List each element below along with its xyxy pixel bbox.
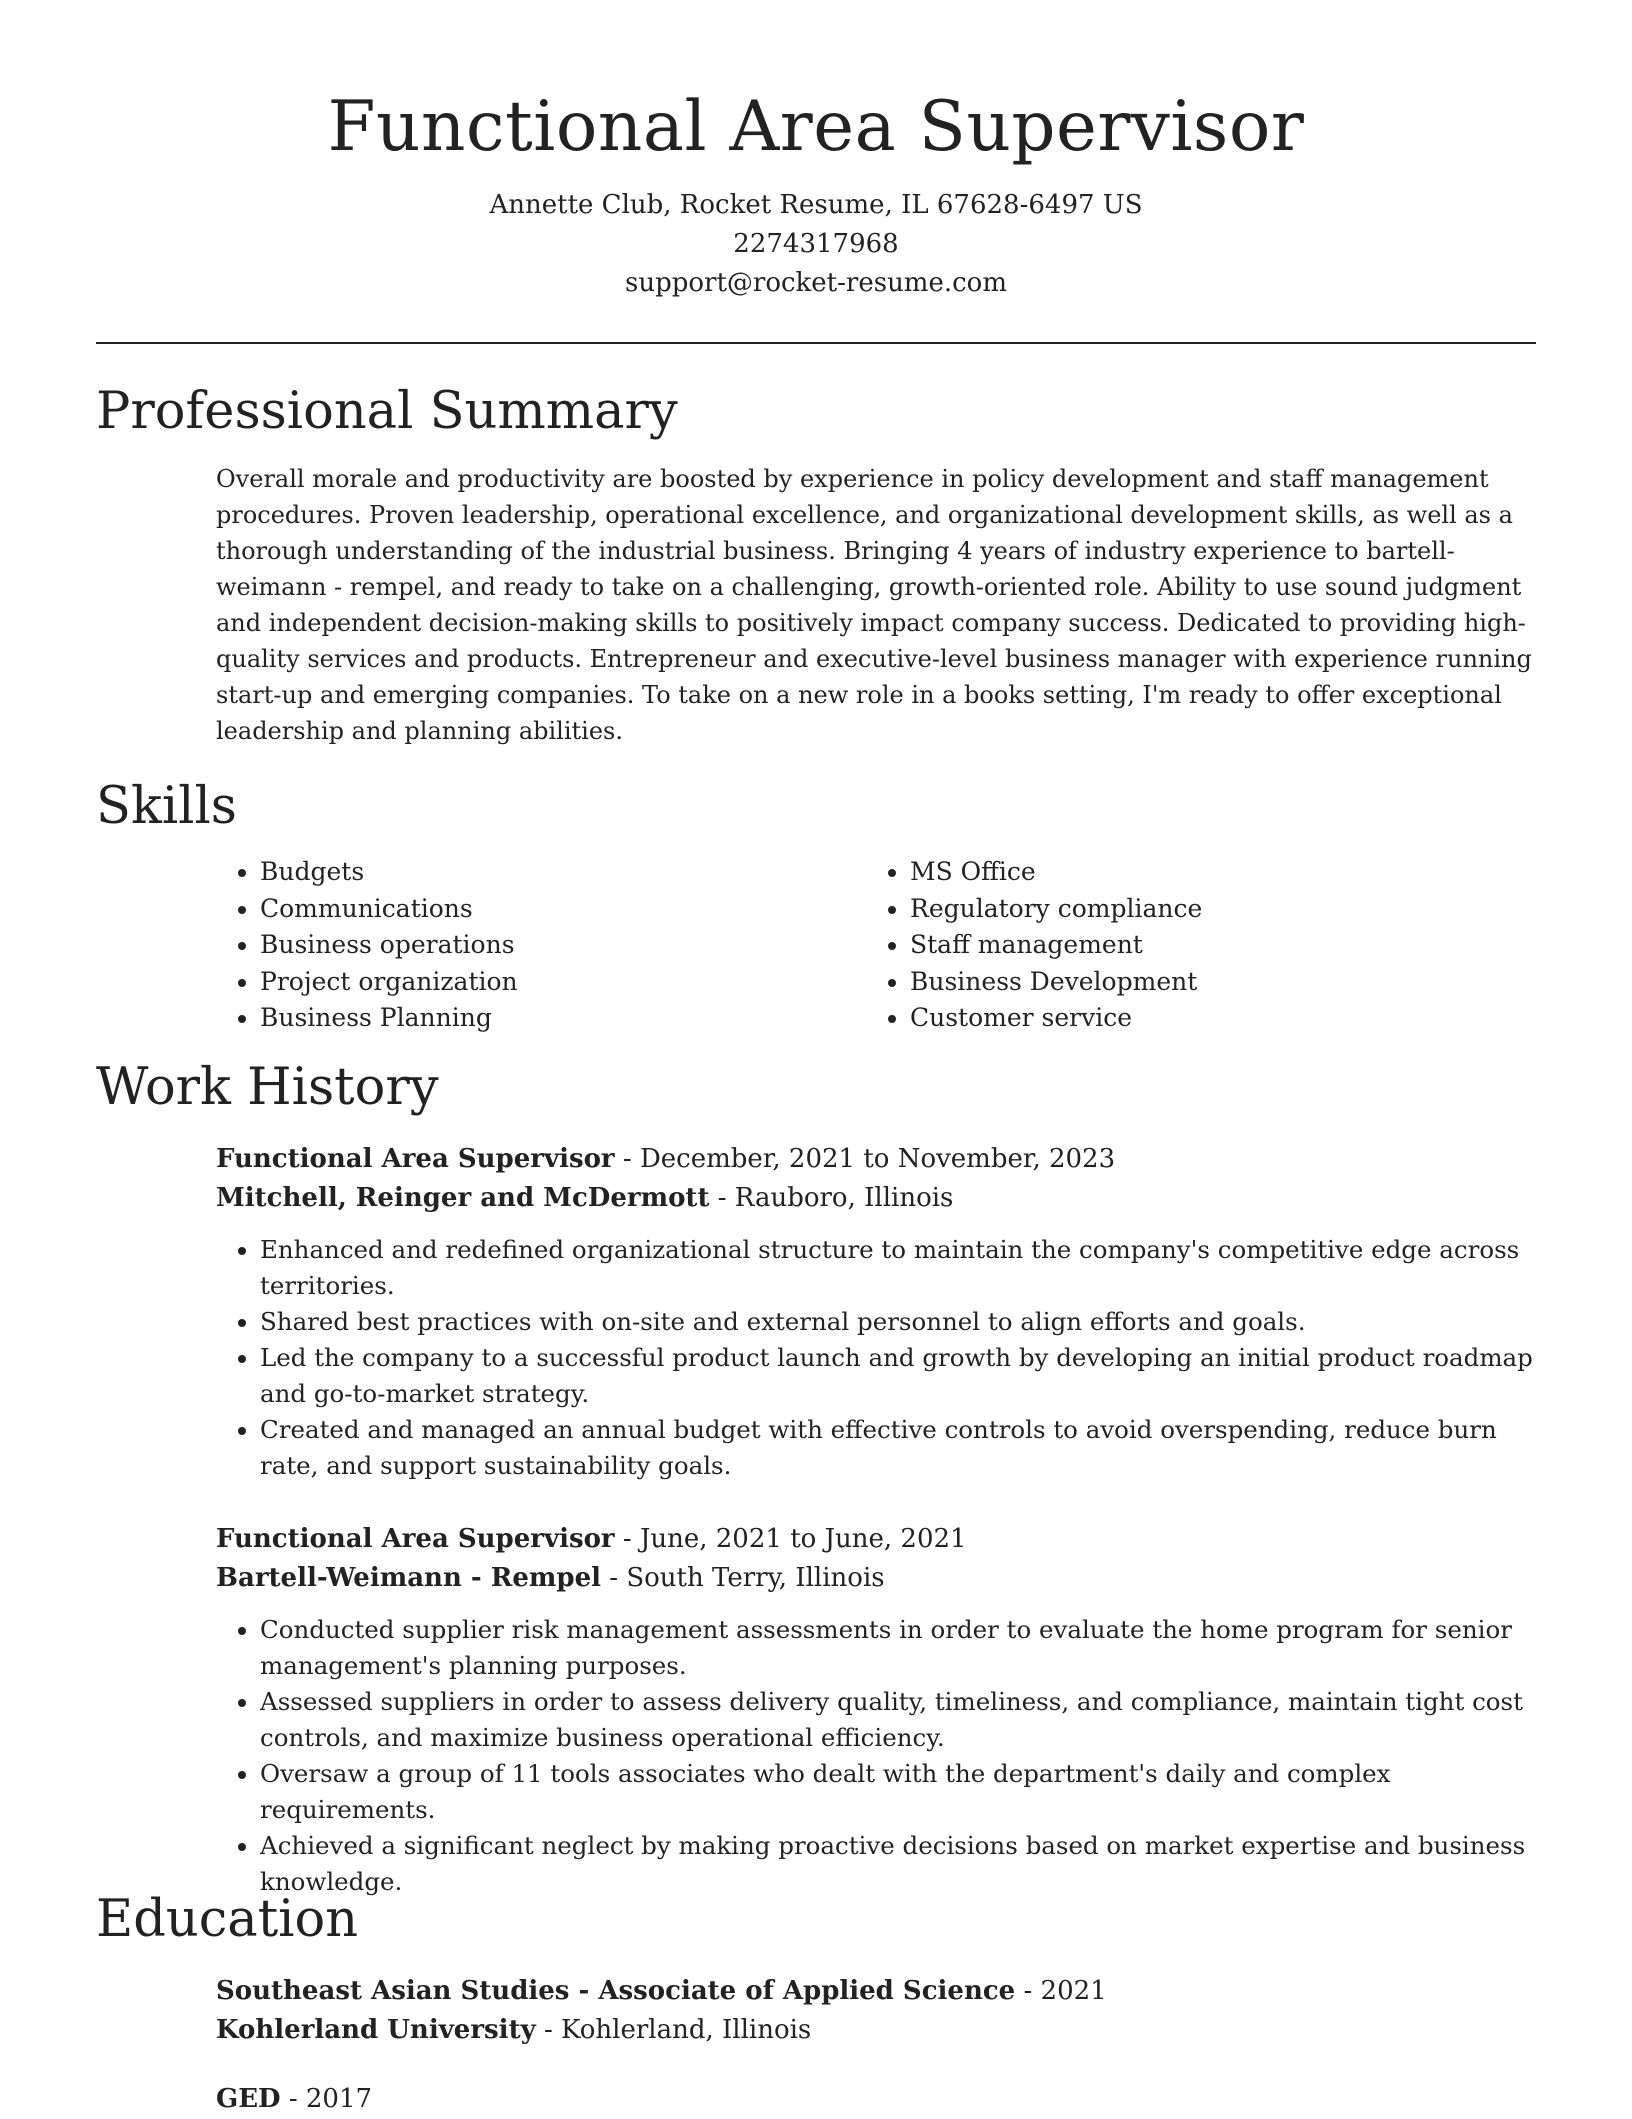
education-school-line	[216, 2011, 1536, 2050]
skills-list-right	[866, 854, 1202, 1037]
job-bullet: • Led the company to a successful product launch and growth by developing an initial product roadmap and go-to-market strategy.	[260, 1340, 1536, 1412]
job-bullets	[216, 1232, 1536, 1484]
education-school: Kohlerland University	[216, 2015, 536, 2045]
summary-text: Overall morale and productivity are boosted by experience in policy development and staff management procedures. Proven leadership, operational excellence, and organizational development skills, as well as a thorough understanding of the industrial business. Bringing 4 years of industry experience to bartell-weimann - rempel, and ready to take on a challenging, growth-oriented role. Ability to use sound judgment and independent decision-making skills to positively impact company success. Dedicated to providing high-quality services and products. Entrepreneur and executive-level business manager with experience running start-up and emerging companies. To take on a new role in a books setting, I'm ready to offer exceptional leadership and planning abilities.	[216, 465, 1532, 745]
skill-item: • Business Development	[910, 964, 1202, 1001]
job-location: - Rauboro, Illinois	[709, 1183, 954, 1213]
header-divider	[96, 342, 1536, 344]
job-bullet: • Oversaw a group of 11 tools associates who dealt with the department's daily and complex requirements.	[260, 1756, 1536, 1828]
contact-phone: 2274317968	[733, 229, 899, 259]
work-history-heading: Work History	[96, 1058, 439, 1117]
job-bullet: • Shared best practices with on-site and external personnel to align efforts and goals.	[260, 1304, 1536, 1340]
skill-item: • Budgets	[260, 854, 518, 891]
education-degree-line	[216, 1972, 1536, 2011]
job-dates: - December, 2021 to November, 2023	[614, 1144, 1116, 1174]
job-entry	[216, 1140, 1536, 1484]
job-bullet: • Assessed suppliers in order to assess delivery quality, timeliness, and compliance, maintain tight cost controls, and maximize business operational efficiency.	[260, 1684, 1536, 1756]
job-company: Bartell-Weimann - Rempel	[216, 1563, 602, 1593]
contact-email: support@rocket-resume.com	[624, 268, 1007, 298]
summary-heading: Professional Summary	[96, 382, 678, 441]
skill-item: • Project organization	[260, 964, 518, 1001]
skill-item: • Regulatory compliance	[910, 891, 1202, 928]
job-company-line	[216, 1559, 1536, 1598]
education-heading: Education	[96, 1890, 359, 1949]
education-year: - 2017	[280, 2084, 373, 2114]
job-company: Mitchell, Reinger and McDermott	[216, 1183, 710, 1213]
skill-item: • Customer service	[910, 1000, 1202, 1037]
education-location: - Kohlerland, Illinois	[535, 2015, 812, 2045]
job-title-line	[216, 1140, 1536, 1179]
job-bullet: • Achieved a significant neglect by making proactive decisions based on market expertise and business knowledge.	[260, 1828, 1536, 1900]
education-year: - 2021	[1015, 1976, 1107, 2006]
education-degree: Southeast Asian Studies - Associate of Applied Science	[216, 1976, 1016, 2006]
summary-section	[216, 461, 1536, 749]
skill-item: • Staff management	[910, 927, 1202, 964]
job-bullet: • Conducted supplier risk management assessments in order to evaluate the home program for senior management's planning purposes.	[260, 1612, 1536, 1684]
resume-header	[0, 0, 1632, 303]
job-title: Functional Area Supervisor	[216, 1144, 615, 1174]
skill-item: • Business Planning	[260, 1000, 518, 1037]
job-bullets	[216, 1612, 1536, 1900]
education-entry	[216, 2080, 1536, 2119]
skill-item: • Business operations	[260, 927, 518, 964]
skill-item: • Communications	[260, 891, 518, 928]
skill-item: • MS Office	[910, 854, 1202, 891]
job-entry	[216, 1520, 1536, 1900]
contact-address: Annette Club, Rocket Resume, IL 67628-6497 US	[489, 190, 1143, 220]
job-location: - South Terry, Illinois	[601, 1563, 885, 1593]
candidate-name: Functional Area Supervisor	[327, 87, 1305, 167]
education-degree-line	[216, 2080, 1536, 2119]
education-entry	[216, 1972, 1536, 2050]
job-title: Functional Area Supervisor	[216, 1524, 615, 1554]
skills-heading: Skills	[96, 777, 237, 836]
job-dates: - June, 2021 to June, 2021	[614, 1524, 967, 1554]
job-bullet: • Enhanced and redefined organizational structure to maintain the company's competitive edge across territories.	[260, 1232, 1536, 1304]
job-company-line	[216, 1179, 1536, 1218]
job-bullet: • Created and managed an annual budget with effective controls to avoid overspending, reduce burn rate, and support sustainability goals.	[260, 1412, 1536, 1484]
skills-list-left	[216, 854, 518, 1037]
job-title-line	[216, 1520, 1536, 1559]
education-degree: GED	[216, 2084, 281, 2114]
